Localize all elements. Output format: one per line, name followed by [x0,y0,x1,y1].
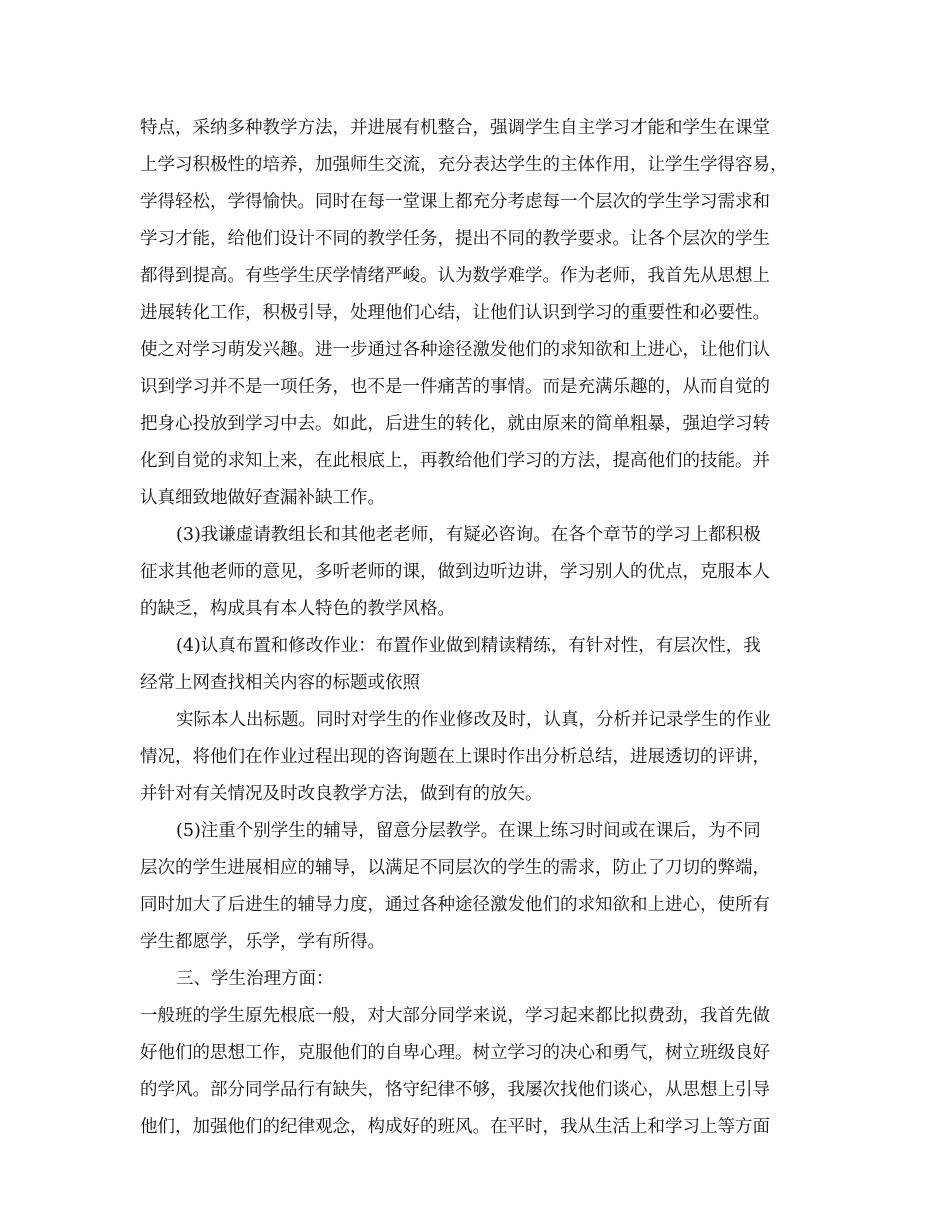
text-line: 上学习积极性的培养，加强师生交流，充分表达学生的主体作用，让学生学得容易， [140,155,788,175]
text-line: 进展转化工作，积极引导，处理他们心结，让他们认识到学习的重要性和必要性。 [140,303,770,323]
text-line: (5)注重个别学生的辅导，留意分层教学。在课上练习时间或在课后，为不同 [176,821,761,841]
text-line: (4)认真布置和修改作业：布置作业做到精读精练，有针对性，有层次性，我 [176,636,761,656]
text-line: 实际本人出标题。同时对学生的作业修改及时，认真，分析并记录学生的作业 [176,710,771,730]
text-line: 学习才能，给他们设计不同的教学任务，提出不同的教学要求。让各个层次的学生 [140,229,770,249]
text-line: 经常上网查找相关内容的标题或依照 [140,673,420,693]
text-line: 的学风。部分同学品行有缺失，恪守纪律不够，我屡次找他们谈心，从思想上引导 [140,1080,770,1100]
text-line: 好他们的思想工作，克服他们的自卑心理。树立学习的决心和勇气，树立班级良好 [140,1043,770,1063]
text-line: 特点，采纳多种教学方法，并进展有机整合，强调学生自主学习才能和学生在课堂 [140,118,770,138]
text-line: 都得到提高。有些学生厌学情绪严峻。认为数学难学。作为老师，我首先从思想上 [140,266,770,286]
text-line: 学生都愿学，乐学，学有所得。 [140,932,385,952]
text-line: 化到自觉的求知上来，在此根底上，再教给他们学习的方法，提高他们的技能。并 [140,451,770,471]
text-line: 征求其他老师的意见，多听老师的课，做到边听边讲，学习别人的优点，克服本人 [140,562,770,582]
text-line: 层次的学生进展相应的辅导，以满足不同层次的学生的需求，防止了刀切的弊端， [140,858,770,878]
text-line: 同时加大了后进生的辅导力度，通过各种途径激发他们的求知欲和上进心，使所有 [140,895,770,915]
text-line: 学得轻松，学得愉快。同时在每一堂课上都充分考虑每一个层次的学生学习需求和 [140,192,770,212]
text-line: 他们，加强他们的纪律观念，构成好的班风。在平时，我从生活上和学习上等方面 [140,1117,770,1137]
text-line: 把身心投放到学习中去。如此，后进生的转化，就由原来的简单粗暴，强迫学习转 [140,414,770,434]
text-line: (3)我谦虚请教组长和其他老老师，有疑必咨询。在各个章节的学习上都积极 [176,525,761,545]
text-line: 的缺乏，构成具有本人特色的教学风格。 [140,599,455,619]
text-line: 情况，将他们在作业过程出现的咨询题在上课时作出分析总结，进展透切的评讲， [140,747,770,767]
text-line: 使之对学习萌发兴趣。进一步通过各种途径激发他们的求知欲和上进心，让他们认 [140,340,770,360]
text-line: 识到学习并不是一项任务，也不是一件痛苦的事情。而是充满乐趣的，从而自觉的 [140,377,770,397]
section-heading: 三、学生治理方面： [176,969,334,989]
text-line: 并针对有关情况及时改良教学方法，做到有的放矢。 [140,784,543,804]
text-line: 一般班的学生原先根底一般，对大部分同学来说，学习起来都比拟费劲，我首先做 [140,1006,770,1026]
text-line: 认真细致地做好查漏补缺工作。 [140,488,385,508]
